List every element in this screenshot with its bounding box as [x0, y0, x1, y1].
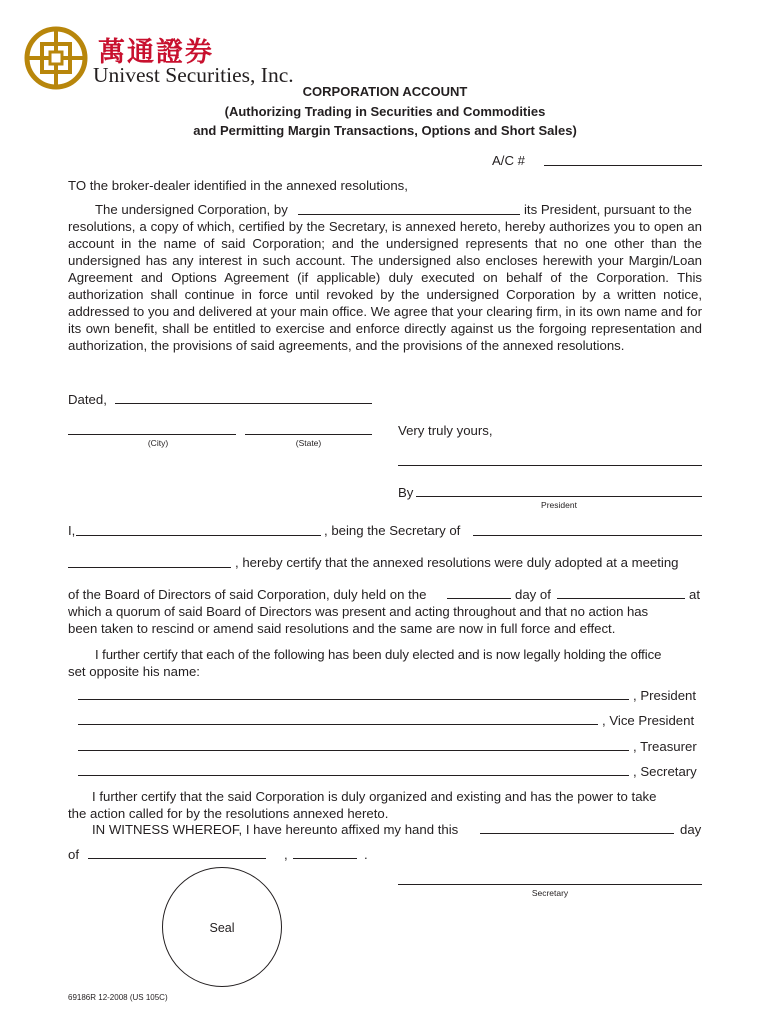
president-role-label: , President — [633, 688, 697, 703]
secretary-caption: Secretary — [531, 888, 569, 898]
quorum-text-line-1: which a quorum of said Board of Directors was present and acting throughout and that no action has — [68, 604, 649, 619]
univest-logo-icon — [22, 26, 90, 90]
day-label: day — [680, 822, 702, 837]
authorization-paragraph: resolutions, a copy of which, certified by the Secretary, is annexed hereto, hereby authorizes you to open an account in the name of said Corporation; and the undersigned represents that no one other than the undersigned has any interest in such account. The undersigned also encloses herewith your Margin/Loan Agreement and Options Agreement (if applicable) duly executed on behalf of the Corporation. This authorization shall continue in force until revoked by the undersigned Corporation by a written notice, addressed to you and delivered at your main office. We agree that your clearing firm, in its own name and for its own benefit, shall be entitled to exercise and enforce directly against us the forgoing representation and authorization, the provisions of said agreements, and the provisions of the annexed resolutions. — [68, 219, 702, 353]
witness-year-field[interactable] — [293, 858, 357, 859]
board-meeting-text: of the Board of Directors of said Corporation, duly held on the — [68, 587, 427, 602]
at-text: at — [689, 587, 700, 602]
witness-month-field[interactable] — [88, 858, 266, 859]
secretary-role-label: , Secretary — [633, 764, 697, 779]
paragraph-1-start: The undersigned Corporation, by — [95, 202, 288, 217]
account-number-label: A/C # — [492, 153, 525, 168]
date-field[interactable] — [115, 403, 372, 404]
vice-president-officer-field[interactable] — [78, 724, 598, 725]
president-name-field[interactable] — [298, 214, 520, 215]
city-caption: (City) — [147, 438, 169, 448]
quorum-text-line-2: been taken to rescind or amend said resolutions and the same are now in full force and effect. — [68, 621, 616, 636]
addressee-line: TO the broker-dealer identified in the annexed resolutions, — [68, 178, 408, 193]
state-caption: (State) — [295, 438, 322, 448]
period-text: . — [364, 847, 368, 862]
company-name-chinese: 萬通證券 — [98, 37, 214, 68]
witness-text: IN WITNESS WHEREOF, I have hereunto affixed my hand this — [92, 822, 459, 837]
company-name: Univest Securities, Inc. — [93, 63, 294, 87]
secretary-name-field[interactable] — [76, 535, 321, 536]
city-field[interactable] — [68, 434, 236, 435]
witness-day-field[interactable] — [480, 833, 674, 834]
vice-president-role-label: , Vice President — [602, 713, 695, 728]
paragraph-1-mid: its President, pursuant to the — [524, 202, 692, 217]
hereby-certify-text: , hereby certify that the annexed resolutions were duly adopted at a meeting — [235, 555, 679, 570]
form-identifier: 69186R 12-2008 (US 105C) — [68, 993, 168, 1002]
corporation-name-field-2[interactable] — [68, 567, 231, 568]
meeting-day-field[interactable] — [447, 598, 511, 599]
i-label: I, — [68, 523, 76, 538]
secretary-signature-field[interactable] — [398, 884, 702, 885]
dated-label: Dated, — [68, 392, 107, 407]
treasurer-role-label: , Treasurer — [633, 739, 697, 754]
president-signature-field[interactable] — [416, 496, 702, 497]
president-caption: President — [541, 500, 577, 510]
by-label: By — [398, 485, 414, 500]
form-title: CORPORATION ACCOUNT — [302, 84, 468, 99]
president-officer-field[interactable] — [78, 699, 629, 700]
day-of-text: day of — [515, 587, 551, 602]
state-field[interactable] — [245, 434, 372, 435]
seal-label: Seal — [209, 921, 235, 935]
organized-text-line-1: I further certify that the said Corporation is duly organized and existing and has the power to take — [92, 789, 657, 804]
being-secretary-text: , being the Secretary of — [324, 523, 461, 538]
account-number-field[interactable] — [544, 165, 702, 166]
meeting-month-field[interactable] — [557, 598, 685, 599]
form-subtitle-line-2: and Permitting Margin Transactions, Options and Short Sales) — [193, 123, 577, 138]
signature-line[interactable] — [398, 465, 702, 466]
corporation-name-field[interactable] — [473, 535, 702, 536]
form-subtitle-line-1: (Authorizing Trading in Securities and Commodities — [224, 104, 546, 119]
secretary-officer-field[interactable] — [78, 775, 629, 776]
treasurer-officer-field[interactable] — [78, 750, 629, 751]
officers-intro-line-1: I further certify that each of the following has been duly elected and is now legally holding the office — [95, 647, 662, 662]
comma-text: , — [284, 847, 288, 862]
closing-text: Very truly yours, — [398, 423, 493, 438]
of-label: of — [68, 847, 79, 862]
officers-intro-line-2: set opposite his name: — [68, 664, 200, 679]
organized-text-line-2: the action called for by the resolutions annexed hereto. — [68, 806, 389, 821]
